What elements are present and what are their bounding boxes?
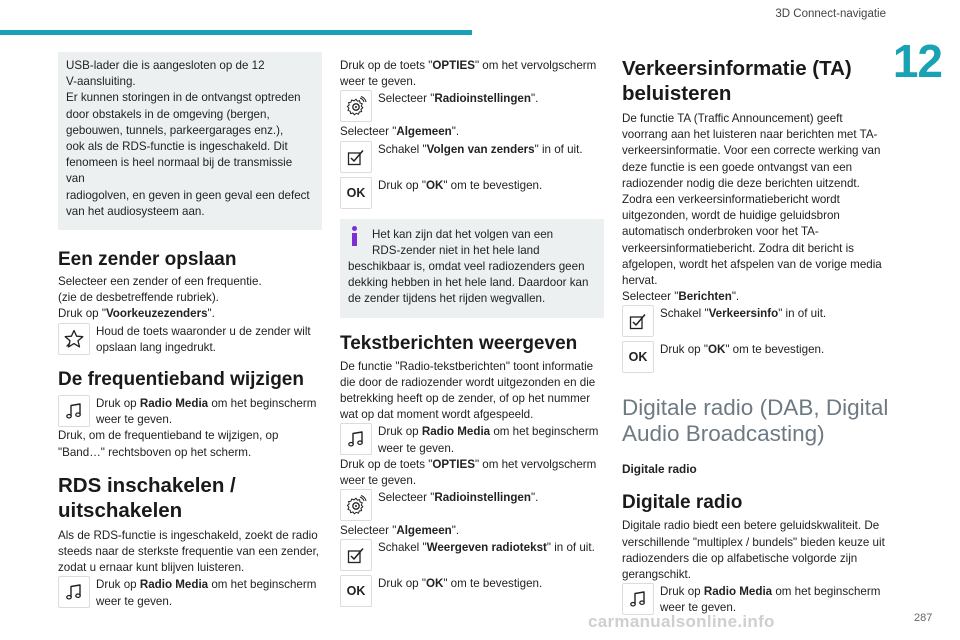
page-number: 287 <box>914 612 933 624</box>
save-instruction-row <box>58 323 322 356</box>
info-line: beschikbaar is, omdat veel radiozenders geen dekking hebben in het hele land. Daardoor kan de zender tijdens het rijden wegvallen. <box>348 260 589 306</box>
digital-radio-heading: Digitale radio <box>622 492 743 514</box>
info-note-box <box>340 219 604 318</box>
digital-radio-description: Digitale radio biedt een betere geluidskwaliteit. De verschillende "multiplex / bundels" bieden keuze uit radiozenders die op alfabetische volgorde zijn gerangschikt. <box>622 519 885 582</box>
traffic-toggle-row <box>622 305 890 337</box>
rds-description: Als de RDS-functie is ingeschakeld, zoekt de radio steeds naar de sterkste frequentie van een zender, zodat u ernaar kunt blijven luisteren. <box>58 528 320 575</box>
checkbox-icon <box>622 305 654 337</box>
band-instruction-row <box>58 395 322 428</box>
star-icon <box>58 323 90 355</box>
radio-settings-icon <box>340 489 372 521</box>
column-1 <box>58 52 322 610</box>
note-line: fenomeen is heel normaal bij de transmissie van <box>66 156 293 186</box>
text-messages-heading: Tekstberichten weergeven <box>340 332 578 354</box>
music-note-icon <box>58 576 90 608</box>
ok-button-icon: OK <box>622 341 654 373</box>
options-instruction: Druk op de toets "OPTIES" om het vervolgscherm weer te geven. <box>340 59 597 89</box>
checkbox-icon <box>340 141 372 173</box>
save-instruction-text: Houd de toets waaronder u de zender wilt opslaan lang ingedrukt. <box>96 324 311 354</box>
radio-settings-text: Selecteer "Radioinstellingen". <box>378 92 539 106</box>
rds-heading: RDS inschakelen / uitschakelen <box>58 473 236 522</box>
radio-settings-text-2: Selecteer "Radioinstellingen". <box>378 491 539 505</box>
confirm-row-3 <box>622 341 890 373</box>
confirm-row-2 <box>340 575 604 607</box>
note-line: van het audiosysteem aan. <box>66 204 205 218</box>
traffic-toggle-text: Schakel "Verkeersinfo" in of uit. <box>660 307 827 321</box>
confirm-row-1 <box>340 177 604 209</box>
dab-subheading: Digitale radio <box>622 462 697 477</box>
radio-settings-row-2 <box>340 489 604 521</box>
note-line: ook als de RDS-functie is ingeschakeld. Dit <box>66 140 288 154</box>
band-instruction-text: Druk op Radio Media om het beginscherm weer te geven. <box>96 397 317 427</box>
follow-station-text: Schakel "Volgen van zenders" in of uit. <box>378 142 583 156</box>
ok-button-icon: OK <box>340 177 372 209</box>
general-text-2: Selecteer "Algemeen". <box>340 524 460 538</box>
column-3 <box>622 52 890 617</box>
note-line: V-aansluiting. <box>66 75 136 89</box>
header-accent-bar <box>0 30 472 35</box>
usb-note-box <box>58 52 322 230</box>
traffic-info-heading: Verkeersinformatie (TA) beluisteren <box>622 57 852 105</box>
note-line: radiogolven, en geven in geen geval een defect <box>66 188 310 202</box>
show-radiotext-text: Schakel "Weergeven radiotekst" in of uit. <box>378 541 595 555</box>
info-icon <box>348 226 362 246</box>
digital-radio-media-text: Druk op Radio Media om het beginscherm weer te geven. <box>660 585 881 615</box>
text-messages-description: De functie "Radio-tekstberichten" toont informatie die door de radiozender wordt uitgezonden en die betrekking heeft op de zender, of op het nummer wat op dat moment wordt afgespeeld. <box>340 359 596 422</box>
dab-heading: Digitale radio (DAB, Digital Audio Broadcasting) <box>622 395 889 447</box>
confirm-text-1: Druk op "OK" om te bevestigen. <box>378 178 543 192</box>
radio-settings-icon <box>340 90 372 122</box>
note-line: door obstakels in de omgeving (bergen, <box>66 107 270 121</box>
column-2 <box>340 52 604 607</box>
band-heading: De frequentieband wijzigen <box>58 369 304 391</box>
rds-instruction-text: Druk op Radio Media om het beginscherm weer te geven. <box>96 578 317 608</box>
confirm-text-3: Druk op "OK" om te bevestigen. <box>660 343 825 357</box>
options-instruction-2: Druk op de toets "OPTIES" om het vervolgscherm weer te geven. <box>340 457 597 488</box>
show-radiotext-row <box>340 539 604 571</box>
save-step-3: Druk op "Voorkeuzezenders". <box>58 307 215 321</box>
radio-settings-row <box>340 90 604 122</box>
checkbox-icon <box>340 539 372 571</box>
music-note-icon <box>340 423 372 455</box>
music-note-icon <box>622 583 654 615</box>
note-line: gebouwen, tunnels, parkeergarages enz.), <box>66 123 284 137</box>
watermark: carmanualsonline.info <box>588 612 775 631</box>
text-radio-media-text: Druk op Radio Media om het beginscherm weer te geven. <box>378 425 599 455</box>
music-note-icon <box>58 395 90 427</box>
follow-station-row <box>340 141 604 173</box>
save-step-1: Selecteer een zender of een frequentie. <box>58 275 262 289</box>
info-line: Het kan zijn dat het volgen van een <box>372 227 554 241</box>
ok-button-icon: OK <box>340 575 372 607</box>
note-line: Er kunnen storingen in de ontvangst optreden <box>66 91 301 105</box>
confirm-text-2: Druk op "OK" om te bevestigen. <box>378 577 543 591</box>
save-step-2: (zie de desbetreffende rubriek). <box>58 291 219 305</box>
section-title: 3D Connect-navigatie <box>775 8 886 20</box>
traffic-info-description: De functie TA (Traffic Announcement) geeft voorrang aan het luisteren naar berichten met TA-verkeersinformatie. Voor een correcte werking van deze functie is een goede ontvangst van een radiozender nodig die deze berichten uitzendt. Zodra een verkeersinformatiebericht wordt uitgezonden, wordt de huidige geluidsbron automatisch onderbroken voor het TA-verkeersinformatiebericht. Zodra dit bericht is afgelopen, wordt het afspelen van de vorige media hervat. <box>622 112 882 288</box>
chapter-number: 12 <box>892 35 942 87</box>
text-radio-media-row <box>340 423 604 456</box>
berichten-text: Selecteer "Berichten". <box>622 290 740 304</box>
note-line: USB-lader die is aangesloten op de 12 <box>66 59 265 72</box>
rds-instruction-row <box>58 576 322 609</box>
info-line: RDS-zender niet in het hele land <box>372 243 540 257</box>
band-change-text: Druk, om de frequentieband te wijzigen, op "Band…" rechtsboven op het scherm. <box>58 429 279 459</box>
general-text: Selecteer "Algemeen". <box>340 125 460 139</box>
save-station-heading: Een zender opslaan <box>58 249 237 271</box>
